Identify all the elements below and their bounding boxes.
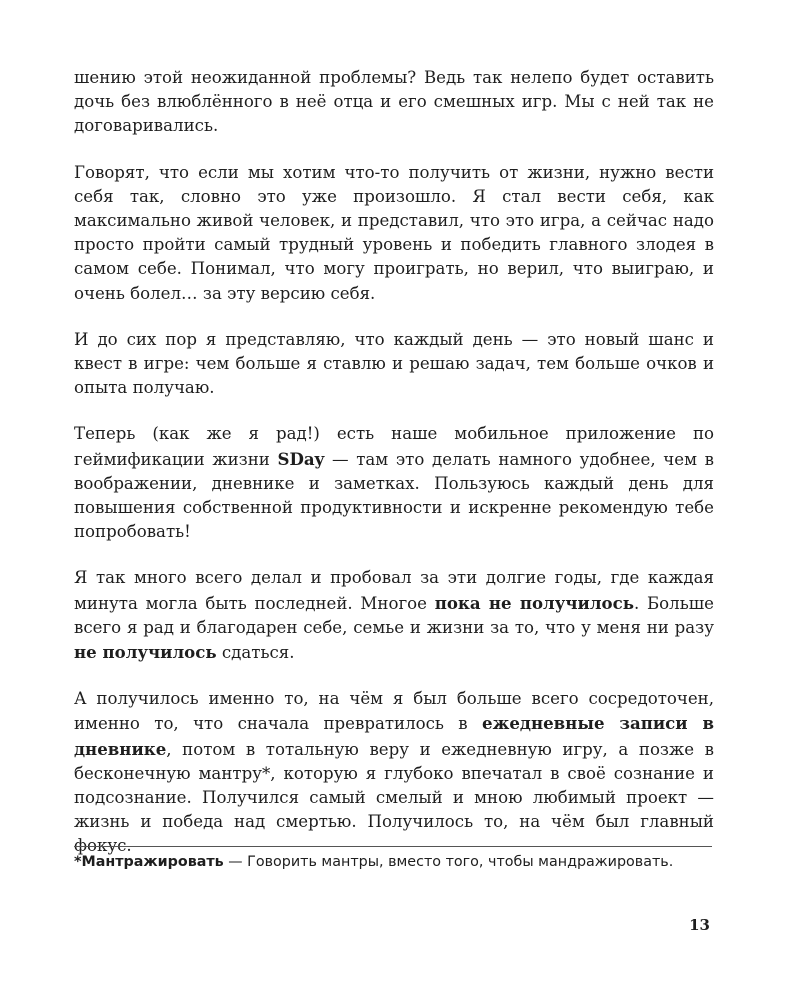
footnote [74, 851, 714, 874]
footnote-definition: — Говорить мантры, вместо того, чтобы мандражировать. [223, 854, 674, 870]
body-text [74, 66, 714, 881]
paragraph: Теперь (как же я рад!) есть наше мобильное приложение по геймификации жизни SDay — там это делать намного удобнее, чем в воображении, дневнике и заметках. Пользуюсь каждый день для повышения собственной продуктивности и искренне рекомендую тебе попробовать! [74, 424, 714, 542]
paragraph: Я так много всего делал и пробовал за эти долгие годы, где каждая минута могла быть последней. Многое пока не получилось. Больше всего я рад и благодарен себе, семье и жизни за то, что у меня ни разу не получилось сдаться. [74, 568, 714, 663]
paragraph: шению этой неожиданной проблемы? Ведь так нелепо будет оставить дочь без влюблённого в неё отца и его смешных игр. Мы с ней так не договаривались. [74, 68, 714, 136]
emphasis: ежедневные записи в дневнике [74, 713, 714, 759]
paragraph: И до сих пор я представляю, что каждый день — это новый шанс и квест в игре: чем больше я ставлю и решаю задач, тем больше очков и опыта получаю. [74, 329, 714, 398]
paragraph: Говорят, что если мы хотим что-то получить от жизни, нужно вести себя так, словно это уже произошло. Я стал вести себя, как максимально живой человек, и представил, что это игра, а сейчас надо просто пройти самый трудный уровень и победить главного злодея в самом себе. Понимал, что могу проиграть, но верил, что выиграю, и очень болел… за эту версию себя. [74, 162, 714, 303]
paragraph: А получилось именно то, на чём я был больше всего сосредоточен, именно то, что сначала превратилось в ежедневные записи в дневнике, потом в тотальную веру и ежедневную игру, а позже в бесконечную мантру*, которую я глубоко впечатал в своё сознание и подсознание. Получился самый смелый и мною любимый проект — жизнь и победа над смертью. Получилось то, на чём был главный фокус. [74, 689, 714, 856]
page-number: 13 [689, 916, 710, 934]
footnote-term: *Мантражировать [74, 854, 224, 870]
footnote-divider [74, 846, 712, 847]
app-name: SDay [277, 448, 325, 469]
emphasis: не получилось [74, 642, 217, 663]
emphasis: пока не получилось [434, 592, 634, 613]
